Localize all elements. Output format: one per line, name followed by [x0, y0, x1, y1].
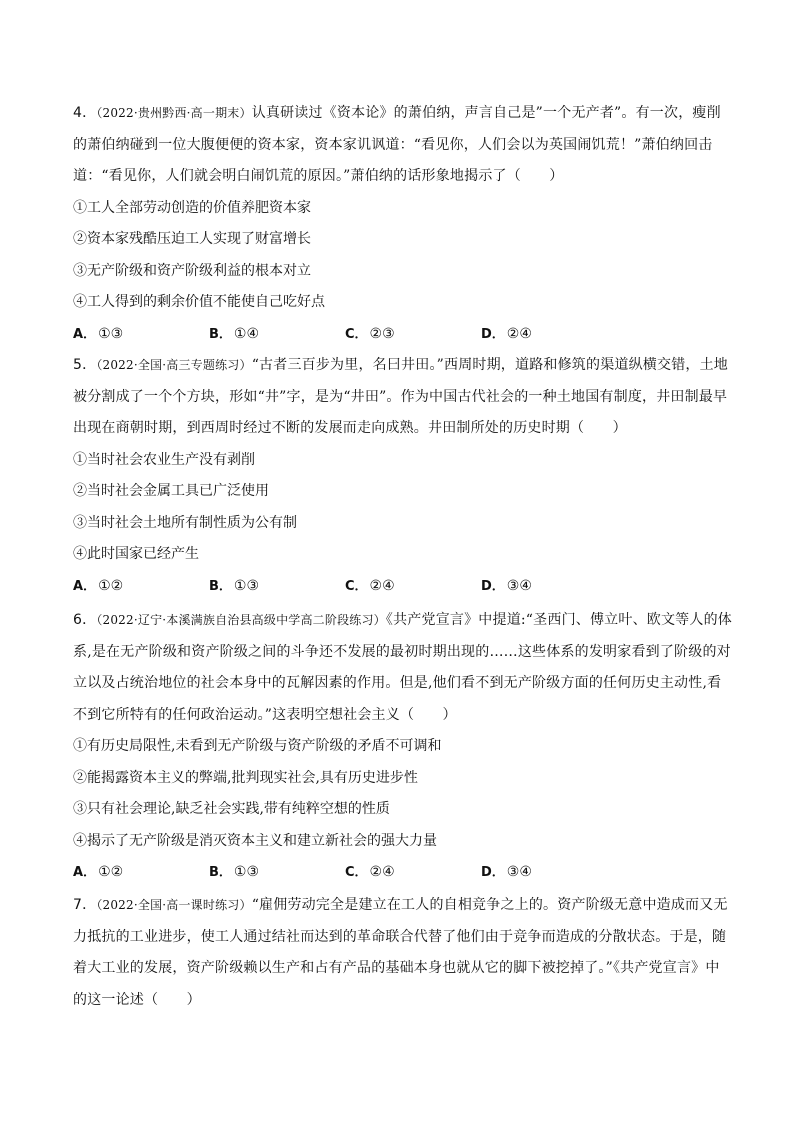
question-6: [73, 605, 733, 889]
question-stem: [73, 350, 733, 445]
choice-text: ③④: [506, 864, 532, 880]
question-number: 6．: [73, 612, 97, 628]
choice-b[interactable]: [209, 319, 345, 351]
choice-c[interactable]: [345, 571, 481, 603]
answer-choices: [73, 571, 733, 603]
statement-option: ④此时国家已经产生: [73, 546, 199, 562]
choice-letter: A．: [73, 326, 97, 342]
statement-option: ①有历史局限性,未看到无产阶级与资产阶级的矛盾不可调和: [73, 738, 442, 754]
choice-text: ②④: [506, 325, 532, 342]
question-7: [73, 890, 733, 1016]
question-stem: [73, 605, 733, 731]
statement-option: ②当时社会金属工具已广泛使用: [73, 483, 269, 499]
question-4: [73, 98, 733, 350]
choice-text: ③④: [506, 577, 532, 594]
choice-letter: D．: [481, 578, 505, 594]
answer-choices: [73, 319, 733, 351]
question-text: “古者三百步为里，名曰井田。”西周时期，道路和修筑的渠道纵横交错，土地被分割成了一个个方块，形如“井”字，是为“井田”。作为中国古代社会的一种土地国有制度，井田制最早出现在商朝时期，到西周时经过不断的发展而走向成熟。井田制所处的历史时期（ ）: [73, 357, 728, 436]
choice-text: ②④: [369, 864, 395, 880]
question-text: 认真研读过《资本论》的萧伯纳，声言自己是”一个无产者”。有一次，瘦削的萧伯纳碰到一位大腹便便的资本家，资本家讥讽道：“看见你，人们会以为英国闹饥荒！”萧伯纳回击道：“看见你，人们就会明白闹饥荒的原因。”萧伯纳的话形象地揭示了（ ）: [73, 105, 721, 184]
choice-text: ①②: [98, 577, 124, 594]
choice-a[interactable]: [73, 319, 209, 351]
choice-letter: A．: [73, 578, 97, 594]
statement-option: ③无产阶级和资产阶级利益的根本对立: [73, 262, 311, 279]
choice-b[interactable]: [209, 571, 345, 603]
choice-c[interactable]: [345, 319, 481, 351]
statement-option: ①当时社会农业生产没有剥削: [73, 451, 255, 468]
question-text: 《共产党宣言》中提道:“圣西门、傅立叶、欧文等人的体系,是在无产阶级和资产阶级之间的斗争还不发展的最初时期出现的……这些体系的发明家看到了阶级的对立以及占统治地位的社会本身中的瓦解因素的作用。但是,他们看不到无产阶级方面的任何历史主动性,看不到它所特有的任何政治运动。”这表明空想社会主义（ ）: [73, 612, 732, 723]
choice-b[interactable]: [209, 857, 345, 889]
choice-letter: C．: [345, 578, 368, 594]
statement-option: ③当时社会土地所有制性质为公有制: [73, 514, 297, 531]
choice-letter: B．: [209, 326, 232, 342]
choice-d[interactable]: [481, 857, 617, 889]
statement-option: ③只有社会理论,缺乏社会实践,带有纯粹空想的性质: [73, 801, 390, 817]
question-number: 5．: [73, 357, 97, 373]
choice-text: ②④: [369, 577, 395, 594]
choice-letter: D．: [481, 326, 505, 342]
question-source: （2022·全国·高三专题练习）: [96, 358, 252, 372]
choice-letter: C．: [345, 326, 368, 342]
choice-text: ①③: [233, 864, 260, 880]
question-text: “雇佣劳动完全是建立在工人的自相竞争之上的。资产阶级无意中造成而又无力抵抗的工业进步，使工人通过结社而达到的革命联合代替了他们由于竞争而造成的分散状态。于是，随着大工业的发展，资产阶级赖以生产和占有产品的基础本身也就从它的脚下被挖掉了。”《共产党宣言》中的这一论述（ ）: [73, 897, 728, 1008]
question-stem: [73, 98, 733, 193]
question-5: [73, 350, 733, 602]
statement-option: ④工人得到的剩余价值不能使自己吃好点: [73, 294, 325, 310]
choice-letter: B．: [209, 578, 232, 594]
choice-a[interactable]: [73, 857, 209, 889]
choice-text: ②③: [369, 325, 395, 342]
question-source: （2022·贵州黔西·高一期末）: [96, 106, 252, 120]
choice-letter: D．: [481, 865, 505, 880]
choice-text: ①②: [98, 864, 124, 880]
choice-text: ①③: [98, 325, 124, 342]
question-source: （2022·辽宁·本溪满族自治县高级中学高二阶段练习）: [96, 613, 386, 627]
statement-option: ①工人全部劳动创造的价值养肥资本家: [73, 199, 311, 216]
choice-letter: B．: [209, 865, 232, 880]
choice-d[interactable]: [481, 319, 617, 351]
choice-letter: C．: [345, 865, 368, 880]
choice-d[interactable]: [481, 571, 617, 603]
choice-text: ①④: [233, 325, 260, 342]
question-number: 4．: [73, 105, 97, 121]
answer-choices: [73, 857, 733, 889]
statement-option: ④揭示了无产阶级是消灭资本主义和建立新社会的强大力量: [73, 832, 437, 849]
choice-c[interactable]: [345, 857, 481, 889]
question-source: （2022·全国·高一课时练习）: [96, 898, 252, 912]
choice-letter: A．: [73, 865, 97, 880]
choice-a[interactable]: [73, 571, 209, 603]
choice-text: ①③: [233, 577, 260, 594]
statement-option: ②资本家残酷压迫工人实现了财富增长: [73, 231, 311, 247]
question-stem: [73, 890, 733, 1016]
statement-option: ②能揭露资本主义的弊端,批判现实社会,具有历史进步性: [73, 769, 418, 786]
question-number: 7．: [73, 897, 97, 913]
